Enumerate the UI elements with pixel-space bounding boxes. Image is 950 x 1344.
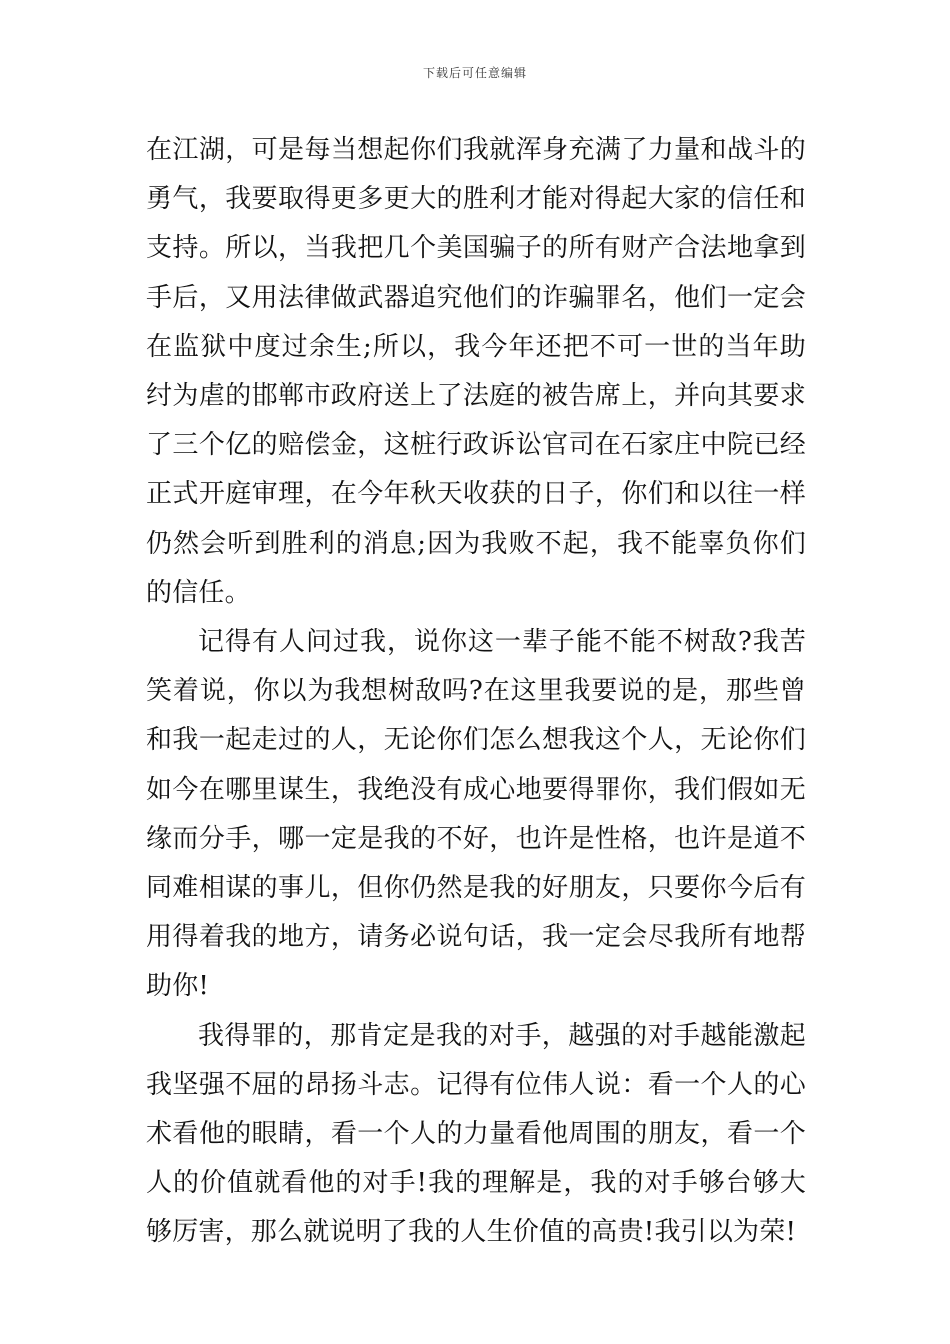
body-text xyxy=(146,126,806,1258)
paragraph-1: 在江湖，可是每当想起你们我就浑身充满了力量和战斗的勇气，我要取得更多更大的胜利才能对得起大家的信任和支持。所以，当我把几个美国骗子的所有财产合法地拿到手后，又用法律做武器追究他们的诈骗罪名，他们一定会在监狱中度过余生;所以，我今年还把不可一世的当年助纣为虐的邯郸市政府送上了法庭的被告席上，并向其要求了三个亿的赔偿金，这桩行政诉讼官司在石家庄中院已经正式开庭审理，在今年秋天收获的日子，你们和以往一样仍然会听到胜利的消息;因为我败不起，我不能辜负你们的信任。 xyxy=(146,135,806,608)
paragraph-2: 记得有人问过我，说你这一辈子能不能不树敌?我苦笑着说，你以为我想树敌吗?在这里我要说的是，那些曾和我一起走过的人，无论你们怎么想我这个人，无论你们如今在哪里谋生，我绝没有成心地要得罪你，我们假如无缘而分手，哪一定是我的不好，也许是性格，也许是道不同难相谋的事儿，但你仍然是我的好朋友，只要你今后有用得着我的地方，请务必说句话，我一定会尽我所有地帮助你! xyxy=(146,627,806,1002)
paragraph-3: 我得罪的，那肯定是我的对手，越强的对手越能激起我坚强不屈的昂扬斗志。记得有位伟人说：看一个人的心术看他的眼睛，看一个人的力量看他周围的朋友，看一个人的价值就看他的对手!我的理解是，我的对手够台够大够厉害，那么就说明了我的人生价值的高贵!我引以为荣! xyxy=(146,1020,806,1248)
header-note: 下载后可任意编辑 xyxy=(422,66,527,80)
